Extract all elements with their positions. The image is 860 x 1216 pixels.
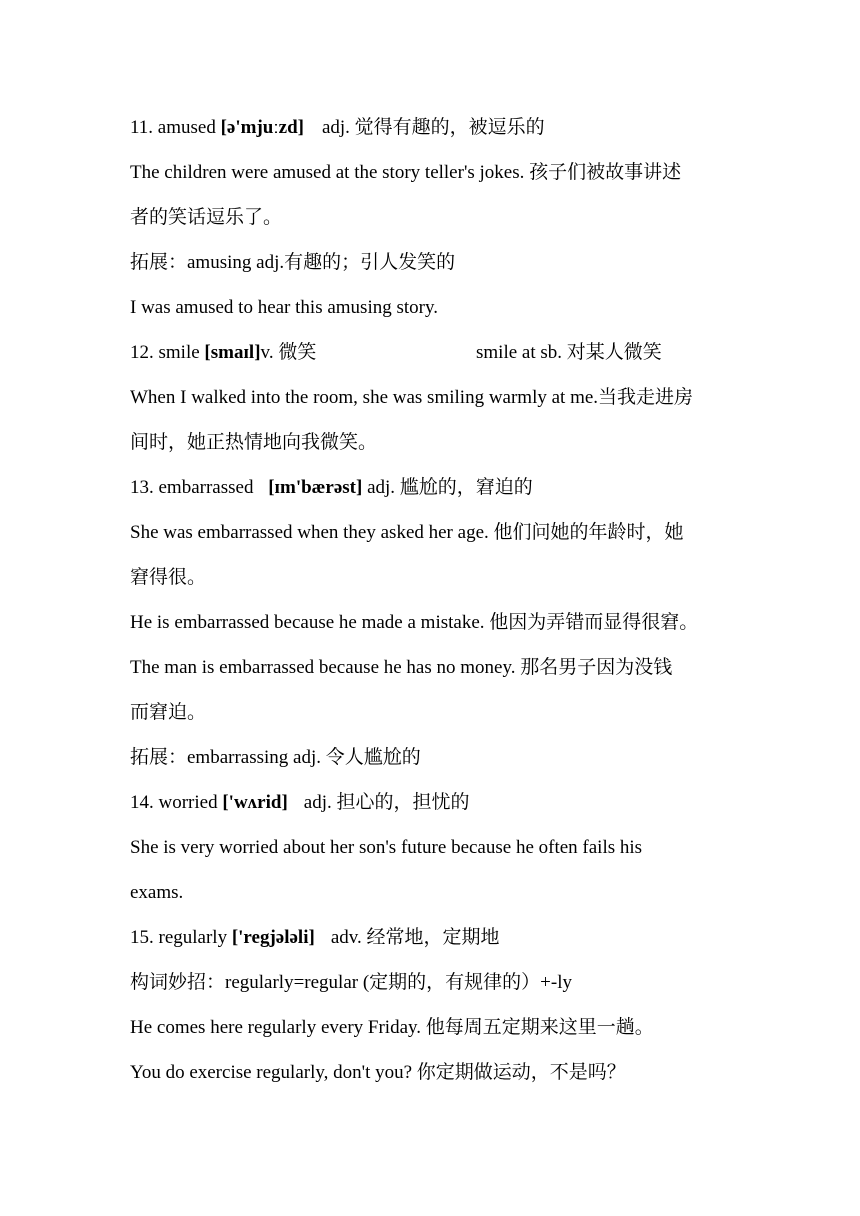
entry-13-example-3b: 而窘迫。 bbox=[130, 702, 207, 723]
entry-12-phrase: smile at sb. 对某人微笑 bbox=[476, 342, 662, 363]
entry-14-phonetic: ['wʌrid] bbox=[222, 792, 288, 813]
entry-11-heading bbox=[130, 116, 545, 140]
entry-12-word: 12. smile bbox=[130, 342, 205, 363]
entry-15-word-formation: 构词妙招：regularly=regular (定期的，有规律的）+-ly bbox=[130, 972, 572, 993]
entry-13-definition: adj. 尴尬的，窘迫的 bbox=[362, 477, 533, 498]
entry-15-phonetic: ['regjələli] bbox=[231, 927, 315, 948]
entry-11-word: 11. amused bbox=[130, 117, 221, 138]
entry-13-example-1b: 窘得很。 bbox=[130, 567, 207, 588]
entry-12-heading bbox=[130, 341, 316, 365]
entry-14-definition: adj. 担心的，担忧的 bbox=[303, 792, 470, 813]
entry-11-definition: adj. 觉得有趣的，被逗乐的 bbox=[321, 117, 545, 138]
entry-13-example-3a: The man is embarrassed because he has no money. 那名男子因为没钱 bbox=[130, 657, 673, 678]
entry-14-example-1b: exams. bbox=[130, 882, 184, 903]
entry-12-phonetic: [smaɪl] bbox=[204, 342, 261, 363]
entry-11-extension: 拓展：amusing adj.有趣的；引人发笑的 bbox=[130, 252, 456, 273]
entry-12-example-1a: When I walked into the room, she was smiling warmly at me.当我走进房 bbox=[130, 387, 694, 408]
entry-11-example-1a: The children were amused at the story teller's jokes. 孩子们被故事讲述 bbox=[130, 162, 682, 183]
entry-14-example-1a: She is very worried about her son's future because he often fails his bbox=[130, 837, 643, 858]
entry-14-heading bbox=[130, 791, 470, 815]
entry-13-extension: 拓展：embarrassing adj. 令人尴尬的 bbox=[130, 747, 421, 768]
entry-13-word: 13. embarrassed bbox=[130, 477, 259, 498]
entry-11-phonetic: [ə'mjuːzd] bbox=[220, 117, 304, 138]
entry-13-heading bbox=[130, 476, 533, 500]
entry-15-definition: adv. 经常地，定期地 bbox=[330, 927, 500, 948]
entry-13-example-1a: She was embarrassed when they asked her age. 他们问她的年龄时，她 bbox=[130, 522, 684, 543]
entry-14-word: 14. worried bbox=[130, 792, 223, 813]
entry-13-phonetic: [ɪm'bærəst] bbox=[268, 477, 363, 498]
entry-15-example-2: You do exercise regularly, don't you? 你定期做运动，不是吗？ bbox=[130, 1062, 626, 1083]
entry-11-example-2: I was amused to hear this amusing story. bbox=[130, 297, 438, 318]
entry-15-heading bbox=[130, 926, 500, 950]
entry-15-example-1: He comes here regularly every Friday. 他每周五定期来这里一趟。 bbox=[130, 1017, 654, 1038]
entry-12-example-1b: 间时，她正热情地向我微笑。 bbox=[130, 432, 378, 453]
entry-12-definition: v. 微笑 bbox=[260, 342, 317, 363]
entry-13-example-2: He is embarrassed because he made a mistake. 他因为弄错而显得很窘。 bbox=[130, 612, 699, 633]
entry-15-word: 15. regularly bbox=[130, 927, 232, 948]
entry-11-example-1b: 者的笑话逗乐了。 bbox=[130, 207, 283, 228]
